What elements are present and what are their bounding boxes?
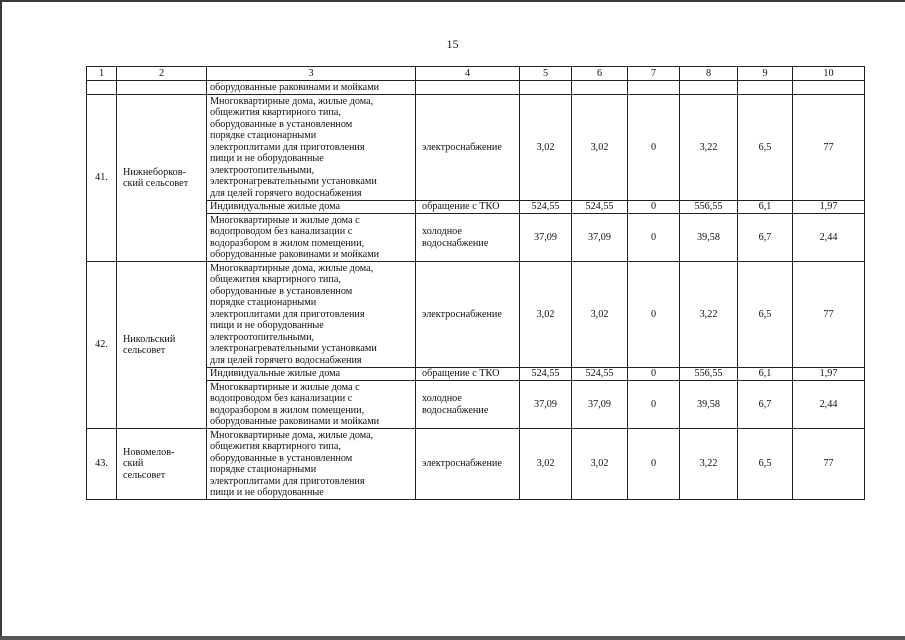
consumer-category	[207, 214, 416, 262]
text-line: водоснабжение	[422, 404, 489, 416]
empty-cell	[628, 81, 680, 95]
text-line: водопроводом без канализации с	[210, 226, 353, 237]
value-6	[572, 367, 628, 381]
text-line: электронагревательными установками	[210, 176, 377, 187]
consumer-category	[207, 381, 416, 429]
cell-value: 6,1	[758, 368, 772, 379]
cell-value: 3,02	[536, 308, 555, 320]
value-8	[680, 367, 738, 381]
cell-value: 556,55	[694, 368, 723, 379]
empty-cell	[117, 81, 207, 95]
cell-value: 3,02	[590, 141, 609, 153]
value-9	[738, 95, 793, 201]
value-8	[680, 381, 738, 429]
column-number	[207, 67, 416, 81]
value-10	[793, 262, 865, 368]
text-line: Многоквартирные дома, жилые дома,	[210, 429, 374, 441]
value-6	[572, 214, 628, 262]
value-7	[628, 429, 680, 500]
consumer-category	[207, 262, 416, 368]
text-line: водоснабжение	[422, 237, 489, 249]
text-line: Индивидуальные жилые дома	[210, 201, 341, 212]
value-5	[520, 262, 572, 368]
cell-value: 39,58	[697, 231, 720, 243]
cell-value: 1,97	[819, 368, 838, 379]
value-5	[520, 214, 572, 262]
empty-cell	[738, 81, 793, 95]
consumer-category	[207, 81, 416, 95]
cell-value: 524,55	[531, 368, 560, 379]
row-number	[87, 429, 117, 500]
cell-value: 3	[308, 67, 314, 79]
cell-value: 41.	[95, 172, 108, 184]
text-line: электроотопительными,	[210, 331, 315, 343]
cell-value: 8	[705, 67, 712, 79]
cell-value: 6	[596, 67, 603, 79]
utility-service	[416, 95, 520, 201]
value-6	[572, 429, 628, 500]
column-number	[680, 67, 738, 81]
text-line: для целей горячего водоснабжения	[210, 187, 362, 199]
tariff-table	[86, 66, 865, 500]
column-number	[793, 67, 865, 81]
cell-value: 0	[650, 308, 657, 320]
text-line: сельсовет	[123, 469, 166, 481]
utility-service	[416, 200, 520, 214]
value-5	[520, 95, 572, 201]
text-line: электроснабжение	[422, 141, 502, 153]
cell-value: 37,09	[534, 398, 557, 410]
value-9	[738, 214, 793, 262]
cell-value: 77	[823, 141, 834, 153]
text-line: ский	[123, 458, 144, 470]
text-line: для целей горячего водоснабжения	[210, 354, 362, 366]
cell-value: 6,1	[758, 201, 772, 212]
value-8	[680, 200, 738, 214]
column-numbers-row	[87, 67, 865, 81]
scan-edge-left	[0, 0, 2, 640]
table-row	[87, 262, 865, 368]
value-7	[628, 95, 680, 201]
cell-value: 2,44	[819, 231, 838, 243]
cell-value: 6,7	[758, 398, 772, 410]
row-number	[87, 95, 117, 262]
text-line: оборудованные раковинами и мойками	[210, 416, 380, 427]
value-6	[572, 262, 628, 368]
municipality-name	[117, 262, 207, 429]
text-line: общежития квартирного типа,	[210, 441, 341, 452]
cell-value: 1,97	[819, 201, 838, 212]
empty-cell	[680, 81, 738, 95]
cell-value: 37,09	[588, 231, 611, 243]
column-number	[87, 67, 117, 81]
text-line: оборудованные раковинами и мойками	[210, 249, 380, 260]
empty-cell	[572, 81, 628, 95]
value-6	[572, 381, 628, 429]
text-line: электронагревательными установками	[210, 343, 377, 354]
cell-value: 0	[650, 398, 657, 410]
value-10	[793, 95, 865, 201]
value-6	[572, 95, 628, 201]
value-10	[793, 214, 865, 262]
empty-cell	[520, 81, 572, 95]
column-number	[416, 67, 520, 81]
continuation-row	[87, 81, 865, 95]
cell-value: 556,55	[694, 201, 723, 212]
consumer-category	[207, 367, 416, 381]
text-line: холодное	[422, 393, 462, 404]
value-8	[680, 214, 738, 262]
column-number	[738, 67, 793, 81]
text-line: обращение с ТКО	[422, 201, 500, 212]
text-line: ский сельсовет	[123, 178, 189, 189]
text-line: Никольский	[123, 333, 176, 345]
text-line: Индивидуальные жилые дома	[210, 368, 341, 379]
cell-value: 1	[98, 67, 105, 79]
text-line: Многоквартирные и жилые дома с	[210, 381, 360, 393]
text-line: обращение с ТКО	[422, 368, 500, 379]
cell-value: 10	[823, 67, 834, 79]
text-line: пищи и не оборудованные	[210, 487, 324, 498]
cell-value: 0	[650, 231, 657, 243]
municipality-name	[117, 429, 207, 500]
text-line: Новомелов-	[123, 446, 175, 458]
text-line: Многоквартирные дома, жилые дома,	[210, 262, 374, 274]
cell-value: 5	[542, 67, 549, 79]
text-line: пищи и не оборудованные	[210, 153, 324, 164]
value-7	[628, 200, 680, 214]
consumer-category	[207, 200, 416, 214]
empty-cell	[87, 81, 117, 95]
text-line: пищи и не оборудованные	[210, 320, 324, 331]
empty-cell	[793, 81, 865, 95]
text-line: оборудованные в установленном	[210, 452, 353, 464]
cell-value: 43.	[95, 458, 108, 470]
text-line: электроплитами для приготовления	[210, 308, 365, 320]
column-number	[572, 67, 628, 81]
cell-value: 2	[158, 67, 165, 79]
text-line: оборудованные в установленном	[210, 285, 353, 297]
cell-value: 0	[650, 368, 657, 379]
value-9	[738, 367, 793, 381]
cell-value: 37,09	[588, 398, 611, 410]
cell-value: 524,55	[531, 201, 560, 212]
cell-value: 3,22	[699, 458, 718, 470]
utility-service	[416, 214, 520, 262]
value-5	[520, 367, 572, 381]
text-line: оборудованные в установленном	[210, 118, 353, 130]
value-9	[738, 200, 793, 214]
value-8	[680, 262, 738, 368]
text-line: холодное	[422, 226, 462, 237]
consumer-category	[207, 429, 416, 500]
value-5	[520, 381, 572, 429]
text-line: общежития квартирного типа,	[210, 274, 341, 285]
value-8	[680, 429, 738, 500]
value-5	[520, 200, 572, 214]
text-line: электроотопительными,	[210, 164, 315, 176]
value-9	[738, 262, 793, 368]
utility-service	[416, 381, 520, 429]
value-9	[738, 429, 793, 500]
table-row	[87, 95, 865, 201]
cell-value: 3,02	[536, 141, 555, 153]
cell-value: 3,02	[590, 458, 609, 470]
cell-value: 39,58	[697, 398, 720, 410]
text-line: электроплитами для приготовления	[210, 475, 365, 487]
consumer-category	[207, 95, 416, 201]
scan-edge-top	[0, 0, 905, 2]
column-number	[520, 67, 572, 81]
text-line: порядке стационарными	[210, 130, 317, 141]
cell-value: 3,22	[699, 308, 718, 320]
cell-value: 3,02	[536, 458, 555, 470]
text-line: порядке стационарными	[210, 297, 317, 308]
column-number	[117, 67, 207, 81]
cell-value: 6,7	[758, 231, 772, 243]
utility-service	[416, 262, 520, 368]
value-10	[793, 429, 865, 500]
value-8	[680, 95, 738, 201]
row-number	[87, 262, 117, 429]
cell-value: 524,55	[585, 201, 614, 212]
cell-value: 6,5	[758, 141, 772, 153]
utility-service	[416, 429, 520, 500]
value-7	[628, 381, 680, 429]
text-line: водопроводом без канализации с	[210, 393, 353, 404]
text-line: Многоквартирные и жилые дома с	[210, 214, 360, 226]
text-line: водоразбором в жилом помещении,	[210, 404, 365, 416]
municipality-name	[117, 95, 207, 262]
utility-service	[416, 367, 520, 381]
value-10	[793, 200, 865, 214]
column-number	[628, 67, 680, 81]
text-line: Многоквартирные дома, жилые дома,	[210, 95, 374, 107]
cell-value: 0	[650, 201, 657, 212]
cell-value: 4	[464, 67, 471, 79]
cell-value: 0	[650, 141, 657, 153]
cell-value: 77	[823, 458, 834, 470]
value-7	[628, 262, 680, 368]
text-line: сельсовет	[123, 345, 166, 356]
cell-value: 7	[650, 67, 657, 79]
value-7	[628, 214, 680, 262]
cell-value: 9	[762, 67, 768, 79]
empty-cell	[416, 81, 520, 95]
cell-value: оборудованные раковинами и мойками	[210, 81, 380, 93]
text-line: водоразбором в жилом помещении,	[210, 237, 365, 249]
cell-value: 524,55	[585, 368, 614, 379]
text-line: Нижнеборков-	[123, 166, 186, 178]
text-line: электроплитами для приготовления	[210, 141, 365, 153]
cell-value: 77	[823, 308, 834, 320]
scan-edge-bottom	[0, 636, 905, 640]
page-number: 15	[446, 37, 459, 51]
text-line: электроснабжение	[422, 458, 502, 470]
cell-value: 37,09	[534, 231, 557, 243]
cell-value: 3,22	[699, 141, 718, 153]
cell-value: 3,02	[590, 308, 609, 320]
cell-value: 2,44	[819, 398, 838, 410]
table-row	[87, 429, 865, 500]
cell-value: 6,5	[758, 308, 772, 320]
cell-value: 6,5	[758, 458, 772, 470]
cell-value: 42.	[95, 339, 108, 351]
text-line: электроснабжение	[422, 308, 502, 320]
value-10	[793, 367, 865, 381]
cell-value: 0	[650, 458, 657, 470]
value-5	[520, 429, 572, 500]
value-10	[793, 381, 865, 429]
value-7	[628, 367, 680, 381]
value-9	[738, 381, 793, 429]
text-line: общежития квартирного типа,	[210, 107, 341, 118]
text-line: порядке стационарными	[210, 464, 317, 475]
value-6	[572, 200, 628, 214]
